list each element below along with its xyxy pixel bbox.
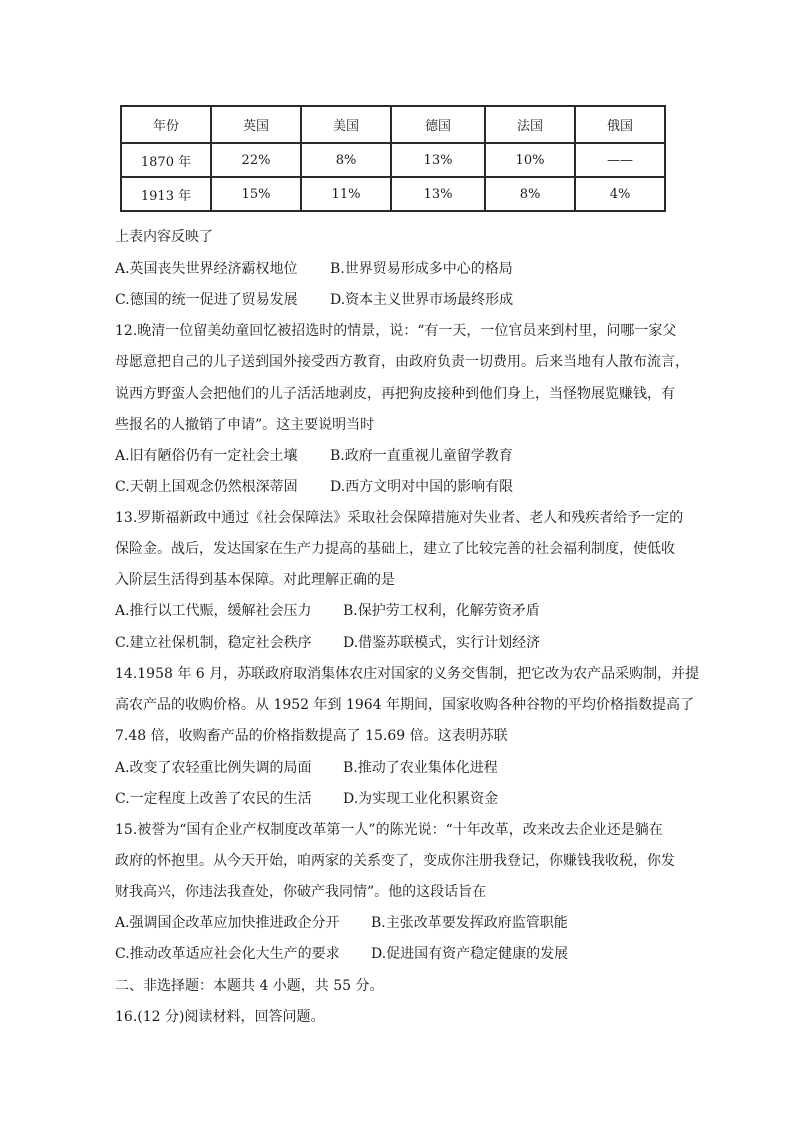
trade-share-table [120,105,666,212]
section-heading: 二、非选择题：本题共 4 小题，共 55 分。 [115,978,384,994]
question-12-option-d: D.西方文明对中国的影响有限 [330,479,514,495]
question-14-option-a: A.改变了农轻重比例失调的局面 [115,760,312,776]
table-header-row [121,106,665,143]
question-15-option-b: B.主张改革要发挥政府监管职能 [371,915,568,931]
question-12-option-a: A.旧有陋俗仍有一定社会土壤 [115,448,298,464]
question-13-option-c: C.建立社保机制，稳定社会秩序 [115,635,312,651]
table-header-cell: 美国 [301,106,391,143]
question-11-option-b: B.世界贸易形成多中心的格局 [330,261,513,277]
table-cell: 15% [211,177,301,211]
table-cell: 8% [301,143,391,177]
table-cell: 1870 年 [121,143,211,177]
question-12-line: 母愿意把自己的儿子送到国外接受西方教育，由政府负责一切费用。后来当地有人散布流言， [115,354,689,370]
question-13-option-a: A.推行以工代赈，缓解社会压力 [115,603,312,619]
question-15-option-d: D.促进国有资产稳定健康的发展 [371,946,569,962]
question-13-line: 入阶层生活得到基本保障。对此理解正确的是 [115,572,395,588]
question-15-line: 15.被誉为“国有企业产权制度改革第一人”的陈光说：“十年改革，改来改去企业还是躺在 [115,822,663,838]
table-cell: 11% [301,177,391,211]
question-15-option-a: A.强调国企改革应加快推进政企分开 [115,915,340,931]
question-12-option-c: C.天朝上国观念仍然根深蒂固 [115,479,298,495]
question-12-option-b: B.政府一直重视儿童留学教育 [330,448,513,464]
question-15-line: 政府的怀抱里。从今天开始，咱两家的关系变了，变成你注册我登记，你赚钱我收税，你发 [115,853,675,869]
table-cell: 1913 年 [121,177,211,211]
question-16-stem: 16.(12 分)阅读材料，回答问题。 [115,1009,325,1025]
question-12-line: 说西方野蛮人会把他们的儿子活活地剥皮，再把狗皮接种到他们身上，当怪物展览赚钱，有 [115,386,675,402]
question-14-line: 高农产品的收购价格。从 1952 年到 1964 年期间，国家收购各种谷物的平均价格指数提高了 [115,697,695,713]
question-14-option-d: D.为实现工业化积累资金 [343,791,499,807]
table-row [121,143,665,177]
question-12-line: 12.晚清一位留美幼童回忆被招选时的情景，说：“有一天，一位官员来到村里，问哪一家父 [115,323,677,339]
question-13-option-d: D.借鉴苏联模式，实行计划经济 [343,635,541,651]
table-header-cell: 法国 [485,106,575,143]
question-11-option-a: A.英国丧失世界经济霸权地位 [115,261,298,277]
question-13-line: 保险金。战后，发达国家在生产力提高的基础上，建立了比较完善的社会福利制度，使低收 [115,541,675,557]
table-row [121,177,665,211]
table-header-cell: 英国 [211,106,301,143]
table-cell: 13% [391,177,485,211]
question-14-line: 14.1958 年 6 月，苏联政府取消集体农庄对国家的义务交售制，把它改为农产品采购制，并提 [115,666,700,682]
question-12-line: 些报名的人撤销了申请”。这主要说明当时 [115,417,375,433]
table-header-cell: 俄国 [575,106,665,143]
question-14-option-c: C.一定程度上改善了农民的生活 [115,791,312,807]
question-14-option-b: B.推动了农业集体化进程 [343,760,498,776]
question-11-option-c: C.德国的统一促进了贸易发展 [115,292,298,308]
question-15-line: 财我高兴，你违法我查处，你破产我同情”。他的这段话旨在 [115,884,487,900]
table-cell: 8% [485,177,575,211]
table-cell: 22% [211,143,301,177]
table-header-cell: 年份 [121,106,211,143]
question-11-stem: 上表内容反映了 [115,229,213,245]
question-14-line: 7.48 倍，收购畜产品的价格指数提高了 15.69 倍。这表明苏联 [115,728,508,744]
question-13-line: 13.罗斯福新政中通过《社会保障法》采取社会保障措施对失业者、老人和残疾者给予一定的 [115,510,684,526]
question-15-option-c: C.推动改革适应社会化大生产的要求 [115,946,340,962]
table-header-cell: 德国 [391,106,485,143]
question-11-option-d: D.资本主义世界市场最终形成 [330,292,514,308]
table-cell: 4% [575,177,665,211]
table-cell: 10% [485,143,575,177]
question-13-option-b: B.保护劳工权利，化解劳资矛盾 [343,603,540,619]
table-cell: —— [575,143,665,177]
table-cell: 13% [391,143,485,177]
